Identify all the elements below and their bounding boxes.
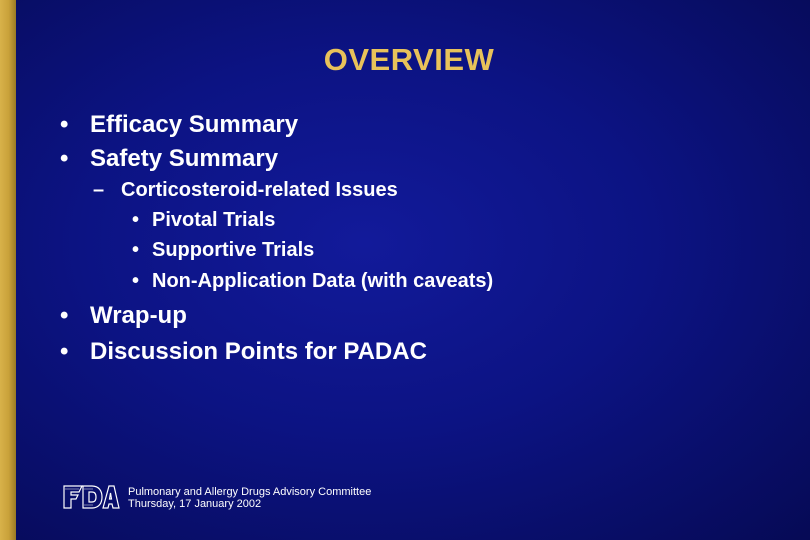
footer-committee: Pulmonary and Allergy Drugs Advisory Committee	[128, 486, 372, 498]
bullet-item	[60, 145, 279, 173]
bullet-text: Non-Application Data (with caveats)	[152, 270, 494, 292]
bullet-text: Supportive Trials	[152, 239, 315, 261]
slide-title: OVERVIEW	[323, 42, 495, 77]
bullet-marker: •	[132, 209, 140, 231]
bullet-text: Discussion Points for PADAC	[90, 338, 427, 365]
bullet-item	[60, 111, 299, 139]
bullet-text: Efficacy Summary	[90, 111, 299, 138]
sub-bullet-item	[93, 179, 398, 202]
sub-sub-bullet-item	[132, 270, 494, 293]
footer-date: Thursday, 17 January 2002	[128, 498, 262, 510]
bullet-text: Safety Summary	[90, 145, 279, 172]
sub-sub-bullet-item	[132, 209, 276, 232]
bullet-marker: •	[60, 302, 69, 329]
fda-logo-icon	[62, 484, 120, 510]
dash-marker: –	[93, 179, 105, 201]
bullet-text: Pivotal Trials	[152, 209, 276, 231]
bullet-marker: •	[132, 239, 140, 261]
bullet-marker: •	[60, 145, 69, 172]
bullet-text: Wrap-up	[90, 302, 187, 329]
bullet-marker: •	[60, 111, 69, 138]
bullet-item	[60, 302, 187, 330]
bullet-item	[60, 338, 427, 366]
bullet-marker: •	[60, 338, 69, 365]
left-accent-bar	[0, 0, 16, 540]
footer-caption	[128, 486, 371, 510]
bullet-text: Corticosteroid-related Issues	[121, 179, 398, 201]
sub-sub-bullet-item	[132, 239, 315, 262]
bullet-marker: •	[132, 270, 140, 292]
